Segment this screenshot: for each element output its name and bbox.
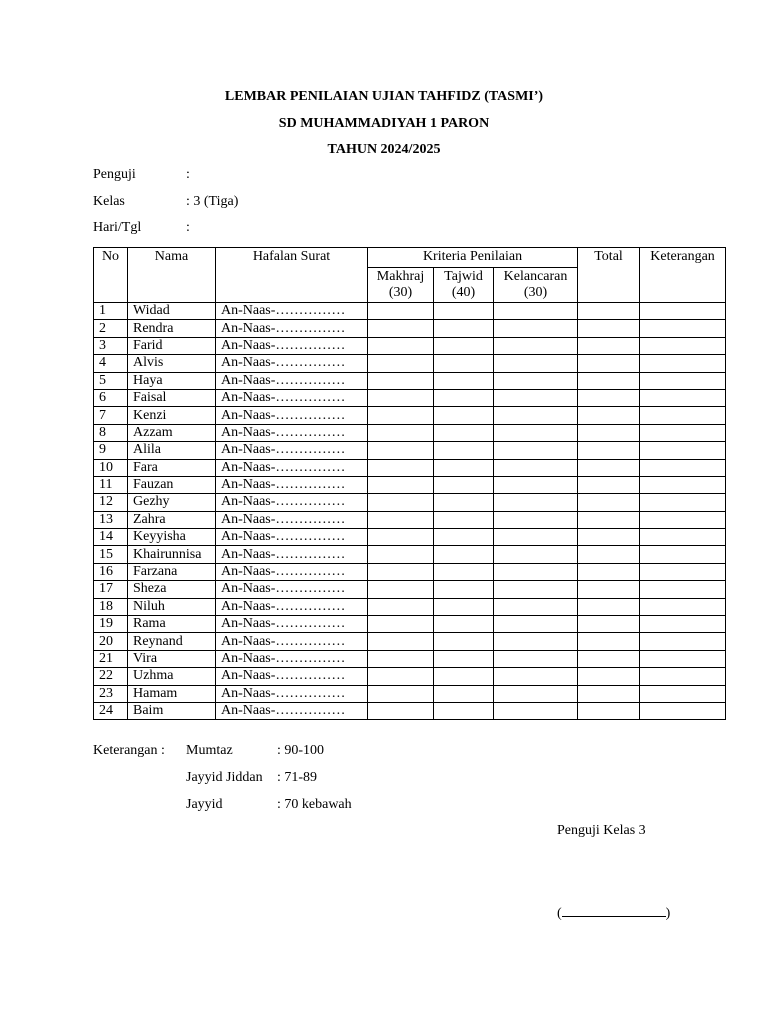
row-nama: Uzhma: [128, 668, 216, 685]
row-makhraj[interactable]: [368, 424, 434, 441]
document-title-line-2: SD MUHAMMADIYAH 1 PARON: [278, 116, 490, 131]
row-hafalan: An-Naas-……………: [216, 337, 368, 354]
row-hafalan: An-Naas-……………: [216, 598, 368, 615]
header-total: Total: [578, 248, 640, 303]
row-no: 21: [94, 650, 128, 667]
header-hafalan-surat: Hafalan Surat: [216, 248, 368, 303]
table-row: [94, 320, 726, 337]
tajwid-points: (40): [451, 285, 476, 300]
row-tajwid[interactable]: [434, 459, 494, 476]
row-kelancaran[interactable]: [494, 494, 578, 511]
grade-range-jayyid: : 70 kebawah: [277, 797, 352, 812]
row-hafalan: An-Naas-……………: [216, 372, 368, 389]
row-nama: Khairunnisa: [128, 546, 216, 563]
row-total[interactable]: [578, 511, 640, 528]
table-row: [94, 494, 726, 511]
table-row: [94, 442, 726, 459]
header-makhraj: [368, 268, 434, 303]
row-keterangan[interactable]: [640, 407, 726, 424]
makhraj-label: Makhraj: [376, 269, 425, 284]
row-no: 6: [94, 389, 128, 406]
table-row: [94, 633, 726, 650]
row-nama: Gezhy: [128, 494, 216, 511]
table-row: [94, 372, 726, 389]
row-nama: Haya: [128, 372, 216, 389]
row-total[interactable]: [578, 616, 640, 633]
table-row: [94, 337, 726, 354]
row-total[interactable]: [578, 598, 640, 615]
grade-category-jayyid: Jayyid: [186, 797, 223, 812]
row-kelancaran[interactable]: [494, 459, 578, 476]
table-row: [94, 616, 726, 633]
row-makhraj[interactable]: [368, 668, 434, 685]
row-keterangan[interactable]: [640, 702, 726, 719]
row-hafalan: An-Naas-……………: [216, 511, 368, 528]
row-tajwid[interactable]: [434, 407, 494, 424]
row-keterangan[interactable]: [640, 529, 726, 546]
row-total[interactable]: [578, 424, 640, 441]
row-kelancaran[interactable]: [494, 511, 578, 528]
row-kelancaran[interactable]: [494, 616, 578, 633]
row-tajwid[interactable]: [434, 442, 494, 459]
row-kelancaran[interactable]: [494, 546, 578, 563]
document-title-line-1: LEMBAR PENILAIAN UJIAN TAHFIDZ (TASMI’): [224, 89, 544, 104]
table-row: [94, 668, 726, 685]
signature-line: [557, 903, 670, 922]
row-hafalan: An-Naas-……………: [216, 668, 368, 685]
row-kelancaran[interactable]: [494, 598, 578, 615]
row-kelancaran[interactable]: [494, 320, 578, 337]
row-hafalan: An-Naas-……………: [216, 581, 368, 598]
row-tajwid[interactable]: [434, 476, 494, 493]
table-row: [94, 563, 726, 580]
row-no: 11: [94, 476, 128, 493]
row-nama: Rendra: [128, 320, 216, 337]
row-kelancaran[interactable]: [494, 389, 578, 406]
row-tajwid[interactable]: [434, 424, 494, 441]
row-nama: Azzam: [128, 424, 216, 441]
table-row: [94, 650, 726, 667]
row-no: 19: [94, 616, 128, 633]
row-hafalan: An-Naas-……………: [216, 650, 368, 667]
keterangan-label: Keterangan :: [93, 743, 165, 758]
table-row: [94, 407, 726, 424]
row-tajwid[interactable]: [434, 685, 494, 702]
row-nama: Farzana: [128, 563, 216, 580]
row-keterangan[interactable]: [640, 337, 726, 354]
row-nama: Widad: [128, 303, 216, 320]
table-row: [94, 581, 726, 598]
row-makhraj[interactable]: [368, 407, 434, 424]
row-total[interactable]: [578, 389, 640, 406]
row-nama: Hamam: [128, 685, 216, 702]
row-nama: Kenzi: [128, 407, 216, 424]
row-keterangan[interactable]: [640, 372, 726, 389]
header-nama: Nama: [128, 248, 216, 303]
signature-title: Penguji Kelas 3: [557, 823, 646, 838]
row-tajwid[interactable]: [434, 650, 494, 667]
row-tajwid[interactable]: [434, 389, 494, 406]
row-makhraj[interactable]: [368, 389, 434, 406]
row-makhraj[interactable]: [368, 546, 434, 563]
row-makhraj[interactable]: [368, 563, 434, 580]
header-keterangan: Keterangan: [640, 248, 726, 303]
row-keterangan[interactable]: [640, 511, 726, 528]
row-no: 23: [94, 685, 128, 702]
table-row: [94, 459, 726, 476]
row-total[interactable]: [578, 320, 640, 337]
row-hafalan: An-Naas-……………: [216, 702, 368, 719]
row-no: 20: [94, 633, 128, 650]
row-keterangan[interactable]: [640, 303, 726, 320]
table-row: [94, 424, 726, 441]
kelancaran-label: Kelancaran: [503, 269, 568, 284]
row-kelancaran[interactable]: [494, 668, 578, 685]
signature-close-paren: ): [665, 906, 671, 921]
table-row: [94, 389, 726, 406]
row-total[interactable]: [578, 303, 640, 320]
row-total[interactable]: [578, 459, 640, 476]
row-nama: Baim: [128, 702, 216, 719]
row-keterangan[interactable]: [640, 494, 726, 511]
row-makhraj[interactable]: [368, 459, 434, 476]
row-tajwid[interactable]: [434, 563, 494, 580]
row-tajwid[interactable]: [434, 337, 494, 354]
tajwid-label: Tajwid: [444, 269, 483, 284]
row-hafalan: An-Naas-……………: [216, 546, 368, 563]
row-kelancaran[interactable]: [494, 337, 578, 354]
row-hafalan: An-Naas-……………: [216, 494, 368, 511]
score-table: [93, 247, 726, 720]
row-no: 18: [94, 598, 128, 615]
row-makhraj[interactable]: [368, 598, 434, 615]
row-hafalan: An-Naas-……………: [216, 563, 368, 580]
row-no: 15: [94, 546, 128, 563]
signature-open-paren: (: [557, 906, 562, 921]
header-kelancaran: [494, 268, 578, 303]
row-makhraj[interactable]: [368, 372, 434, 389]
row-makhraj[interactable]: [368, 581, 434, 598]
row-kelancaran[interactable]: [494, 372, 578, 389]
signature-blank: [562, 903, 666, 917]
makhraj-points: (30): [388, 285, 413, 300]
row-total[interactable]: [578, 702, 640, 719]
row-kelancaran[interactable]: [494, 581, 578, 598]
row-total[interactable]: [578, 372, 640, 389]
row-makhraj[interactable]: [368, 529, 434, 546]
hari-tgl-value: :: [186, 220, 190, 235]
row-tajwid[interactable]: [434, 546, 494, 563]
row-total[interactable]: [578, 633, 640, 650]
row-keterangan[interactable]: [640, 355, 726, 372]
row-keterangan[interactable]: [640, 598, 726, 615]
table-row: [94, 685, 726, 702]
row-hafalan: An-Naas-……………: [216, 442, 368, 459]
row-makhraj[interactable]: [368, 650, 434, 667]
row-tajwid[interactable]: [434, 320, 494, 337]
table-row: [94, 511, 726, 528]
row-nama: Farid: [128, 337, 216, 354]
row-tajwid[interactable]: [434, 581, 494, 598]
row-makhraj[interactable]: [368, 320, 434, 337]
grade-range-mumtaz: : 90-100: [277, 743, 325, 758]
row-kelancaran[interactable]: [494, 407, 578, 424]
row-keterangan[interactable]: [640, 476, 726, 493]
row-kelancaran[interactable]: [494, 633, 578, 650]
row-makhraj[interactable]: [368, 442, 434, 459]
table-row: [94, 529, 726, 546]
row-nama: Keyyisha: [128, 529, 216, 546]
row-hafalan: An-Naas-……………: [216, 685, 368, 702]
row-nama: Rama: [128, 616, 216, 633]
row-kelancaran[interactable]: [494, 303, 578, 320]
row-no: 8: [94, 424, 128, 441]
row-nama: Zahra: [128, 511, 216, 528]
row-nama: Alvis: [128, 355, 216, 372]
row-no: 2: [94, 320, 128, 337]
row-keterangan[interactable]: [640, 459, 726, 476]
row-no: 9: [94, 442, 128, 459]
row-kelancaran[interactable]: [494, 355, 578, 372]
row-total[interactable]: [578, 407, 640, 424]
row-hafalan: An-Naas-……………: [216, 355, 368, 372]
row-no: 17: [94, 581, 128, 598]
row-hafalan: An-Naas-……………: [216, 459, 368, 476]
row-kelancaran[interactable]: [494, 563, 578, 580]
header-kriteria-penilaian: Kriteria Penilaian: [368, 248, 578, 268]
row-hafalan: An-Naas-……………: [216, 303, 368, 320]
row-tajwid[interactable]: [434, 668, 494, 685]
header-tajwid: [434, 268, 494, 303]
kelas-label: Kelas: [93, 194, 125, 209]
row-no: 5: [94, 372, 128, 389]
row-makhraj[interactable]: [368, 476, 434, 493]
row-tajwid[interactable]: [434, 616, 494, 633]
row-tajwid[interactable]: [434, 494, 494, 511]
row-keterangan[interactable]: [640, 650, 726, 667]
row-total[interactable]: [578, 529, 640, 546]
row-nama: Vira: [128, 650, 216, 667]
row-hafalan: An-Naas-……………: [216, 633, 368, 650]
row-total[interactable]: [578, 563, 640, 580]
penguji-value: :: [186, 167, 190, 182]
row-total[interactable]: [578, 668, 640, 685]
row-no: 7: [94, 407, 128, 424]
row-makhraj[interactable]: [368, 685, 434, 702]
kelas-value: : 3 (Tiga): [186, 194, 239, 209]
row-no: 12: [94, 494, 128, 511]
row-tajwid[interactable]: [434, 372, 494, 389]
row-tajwid[interactable]: [434, 598, 494, 615]
row-total[interactable]: [578, 337, 640, 354]
row-nama: Fara: [128, 459, 216, 476]
row-kelancaran[interactable]: [494, 424, 578, 441]
row-keterangan[interactable]: [640, 546, 726, 563]
table-row: [94, 303, 726, 320]
row-hafalan: An-Naas-……………: [216, 529, 368, 546]
row-kelancaran[interactable]: [494, 476, 578, 493]
row-total[interactable]: [578, 442, 640, 459]
table-row: [94, 546, 726, 563]
row-keterangan[interactable]: [640, 320, 726, 337]
row-tajwid[interactable]: [434, 529, 494, 546]
row-total[interactable]: [578, 355, 640, 372]
row-makhraj[interactable]: [368, 494, 434, 511]
row-hafalan: An-Naas-……………: [216, 424, 368, 441]
row-no: 22: [94, 668, 128, 685]
row-total[interactable]: [578, 581, 640, 598]
row-tajwid[interactable]: [434, 511, 494, 528]
document-title-line-3: TAHUN 2024/2025: [327, 142, 441, 157]
row-keterangan[interactable]: [640, 581, 726, 598]
table-body: [94, 303, 726, 720]
row-tajwid[interactable]: [434, 303, 494, 320]
row-kelancaran[interactable]: [494, 650, 578, 667]
row-total[interactable]: [578, 546, 640, 563]
row-tajwid[interactable]: [434, 702, 494, 719]
row-makhraj[interactable]: [368, 633, 434, 650]
grade-category-jayyid-jiddan: Jayyid Jiddan: [186, 770, 263, 785]
row-makhraj[interactable]: [368, 702, 434, 719]
row-keterangan[interactable]: [640, 442, 726, 459]
row-nama: Faisal: [128, 389, 216, 406]
row-keterangan[interactable]: [640, 616, 726, 633]
row-no: 4: [94, 355, 128, 372]
table-row: [94, 702, 726, 719]
grade-range-jayyid-jiddan: : 71-89: [277, 770, 318, 785]
table-header: [94, 248, 726, 303]
row-no: 16: [94, 563, 128, 580]
row-nama: Sheza: [128, 581, 216, 598]
row-makhraj[interactable]: [368, 303, 434, 320]
row-makhraj[interactable]: [368, 337, 434, 354]
grade-category-mumtaz: Mumtaz: [186, 743, 233, 758]
row-hafalan: An-Naas-……………: [216, 616, 368, 633]
row-kelancaran[interactable]: [494, 529, 578, 546]
row-hafalan: An-Naas-……………: [216, 320, 368, 337]
row-total[interactable]: [578, 685, 640, 702]
row-kelancaran[interactable]: [494, 685, 578, 702]
row-keterangan[interactable]: [640, 424, 726, 441]
table-row: [94, 476, 726, 493]
row-makhraj[interactable]: [368, 511, 434, 528]
row-no: 1: [94, 303, 128, 320]
row-hafalan: An-Naas-……………: [216, 389, 368, 406]
row-hafalan: An-Naas-……………: [216, 407, 368, 424]
row-nama: Fauzan: [128, 476, 216, 493]
row-no: 24: [94, 702, 128, 719]
row-kelancaran[interactable]: [494, 702, 578, 719]
row-total[interactable]: [578, 476, 640, 493]
hari-tgl-label: Hari/Tgl: [93, 220, 142, 235]
row-no: 14: [94, 529, 128, 546]
row-no: 13: [94, 511, 128, 528]
row-nama: Reynand: [128, 633, 216, 650]
header-no: No: [94, 248, 128, 303]
row-tajwid[interactable]: [434, 355, 494, 372]
row-nama: Niluh: [128, 598, 216, 615]
row-keterangan[interactable]: [640, 668, 726, 685]
row-makhraj[interactable]: [368, 616, 434, 633]
row-no: 10: [94, 459, 128, 476]
table-row: [94, 598, 726, 615]
row-keterangan[interactable]: [640, 633, 726, 650]
row-kelancaran[interactable]: [494, 442, 578, 459]
penguji-label: Penguji: [93, 167, 136, 182]
row-nama: Alila: [128, 442, 216, 459]
row-hafalan: An-Naas-……………: [216, 476, 368, 493]
row-tajwid[interactable]: [434, 633, 494, 650]
row-no: 3: [94, 337, 128, 354]
row-makhraj[interactable]: [368, 355, 434, 372]
row-keterangan[interactable]: [640, 685, 726, 702]
row-keterangan[interactable]: [640, 563, 726, 580]
kelancaran-points: (30): [523, 285, 548, 300]
table-row: [94, 355, 726, 372]
row-keterangan[interactable]: [640, 389, 726, 406]
row-total[interactable]: [578, 650, 640, 667]
row-total[interactable]: [578, 494, 640, 511]
